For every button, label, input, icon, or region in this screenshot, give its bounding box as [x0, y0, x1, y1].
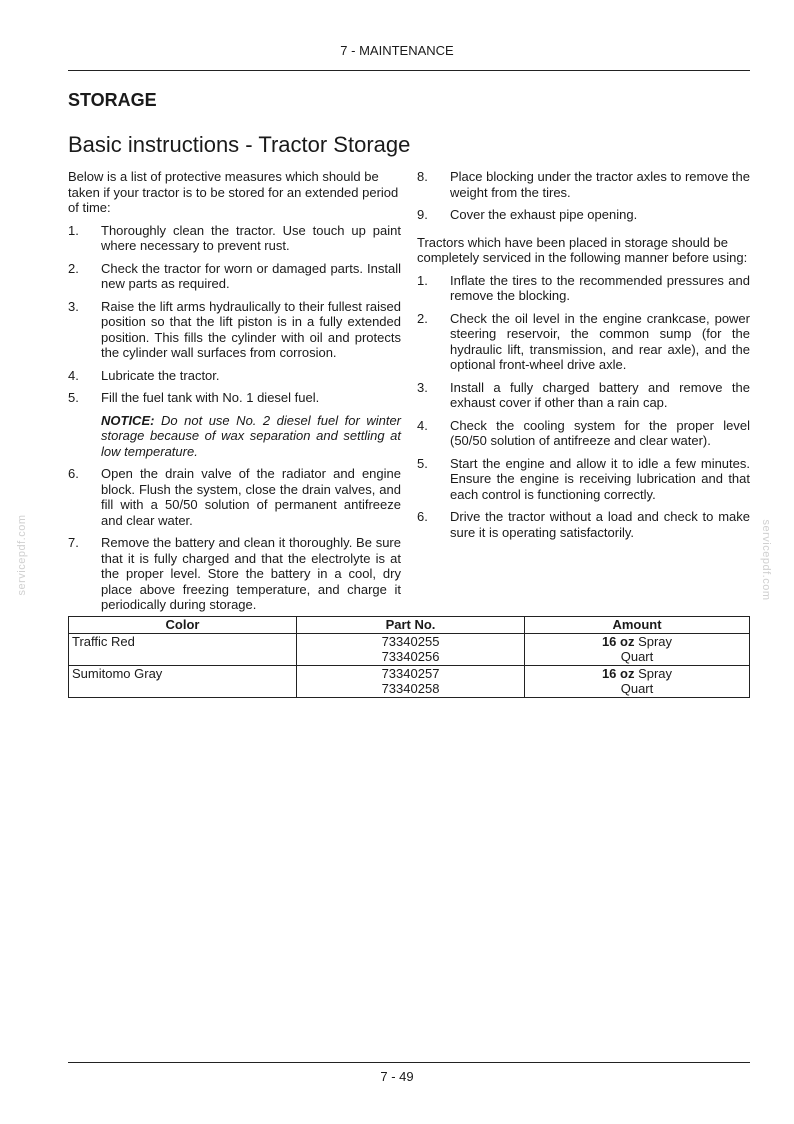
step-number: 2.	[417, 310, 428, 326]
list-item	[417, 380, 750, 411]
section-title: STORAGE	[68, 90, 157, 110]
color-cell: Traffic Red	[69, 633, 297, 665]
header-rule	[68, 70, 750, 71]
storage-steps-list	[68, 223, 401, 406]
service-steps-list	[417, 273, 750, 541]
step-number: 9.	[417, 207, 428, 222]
storage-steps-list-final	[417, 169, 750, 223]
list-item	[68, 535, 401, 613]
step-number: 3.	[417, 379, 428, 395]
list-item	[68, 368, 401, 384]
step-text: Fill the fuel tank with No. 1 diesel fuel.	[101, 390, 320, 405]
step-number: 2.	[68, 260, 79, 276]
step-text: Raise the lift arms hydraulically to their fullest raised position so that the lift piston is in a fully extended position. This fills the cylinder with oil and protects the cylinder wall surfaces from corrosion.	[101, 298, 401, 360]
step-text: Check the cooling system for the proper level (50/50 solution of antifreeze and clear water).	[450, 417, 750, 448]
step-text: Check the oil level in the engine crankcase, power steering reservoir, the common sump (for the hydraulic lift, transmission, and rear axle), and the optional front-wheel drive axle.	[450, 310, 750, 372]
notice-label: NOTICE:	[101, 412, 155, 428]
table-header-row	[69, 617, 750, 634]
list-item	[68, 299, 401, 361]
column-header-part-no: Part No.	[297, 617, 525, 634]
service-intro-paragraph: Tractors which have been placed in storage should be completely serviced in the following manner before using:	[417, 234, 748, 265]
list-item	[68, 261, 401, 292]
step-number: 6.	[417, 509, 428, 524]
color-cell: Sumitomo Gray	[69, 665, 297, 697]
part-number: 73340257	[381, 665, 440, 681]
amount-type: Spray	[634, 665, 673, 681]
amount-line: Quart	[620, 649, 654, 664]
step-text: Inflate the tires to the recommended pressures and remove the blocking.	[450, 272, 750, 303]
table-row	[69, 633, 750, 665]
list-item	[417, 207, 750, 223]
step-number: 8.	[417, 169, 428, 184]
list-item	[68, 223, 401, 254]
column-header-amount: Amount	[525, 617, 750, 634]
notice-paragraph	[68, 413, 401, 460]
list-item	[417, 509, 750, 540]
list-item	[68, 466, 401, 528]
footer-rule	[68, 1062, 750, 1063]
step-text: Remove the battery and clean it thoroughly. Be sure that it is fully charged and that the electrolyte is at the proper level. Store the battery in a cool, dry place above freezing temperature, and charge it periodically during storage.	[101, 535, 401, 612]
amount-line	[528, 634, 746, 650]
page-number: 7 - 49	[380, 1069, 414, 1084]
amount-size: 16 oz	[601, 665, 635, 681]
list-item	[417, 169, 750, 200]
step-number: 1.	[68, 222, 79, 238]
step-text: Drive the tractor without a load and check to make sure it is operating satisfactorily.	[450, 509, 750, 540]
intro-paragraph: Below is a list of protective measures which should be taken if your tractor is to be stored for an extended period of time:	[68, 169, 399, 215]
step-number: 5.	[417, 455, 428, 471]
storage-steps-list-continued	[68, 466, 401, 613]
column-header-color: Color	[69, 617, 297, 634]
part-number: 73340256	[381, 649, 440, 664]
left-column	[68, 169, 401, 620]
watermark-right: servicepdf.com	[760, 519, 772, 601]
step-number: 7.	[68, 535, 79, 550]
step-number: 4.	[68, 367, 79, 383]
table-row	[69, 665, 750, 697]
list-item	[417, 273, 750, 304]
notice-text: Do not use No. 2 diesel fuel for winter storage because of wax separation and settling at low temperature.	[101, 412, 401, 459]
part-number-cell	[297, 665, 525, 697]
paint-parts-table	[68, 616, 750, 698]
step-number: 3.	[68, 298, 79, 314]
step-text: Cover the exhaust pipe opening.	[450, 207, 638, 222]
step-text: Check the tractor for worn or damaged parts. Install new parts as required.	[101, 260, 401, 291]
part-number: 73340255	[381, 633, 440, 649]
part-number: 73340258	[381, 681, 440, 696]
list-item	[417, 456, 750, 503]
amount-line	[528, 666, 746, 682]
watermark-left: servicepdf.com	[16, 514, 28, 596]
right-column	[417, 169, 750, 547]
amount-line: Quart	[620, 681, 654, 696]
step-number: 4.	[417, 417, 428, 433]
step-text: Lubricate the tractor.	[101, 367, 220, 383]
step-number: 1.	[417, 272, 428, 288]
step-text: Place blocking under the tractor axles to remove the weight from the tires.	[450, 169, 750, 200]
amount-cell	[525, 633, 750, 665]
step-text: Start the engine and allow it to idle a few minutes. Ensure the engine is receiving lubrication and that each control is functioning correctly.	[450, 455, 750, 502]
list-item	[68, 390, 401, 406]
part-number-cell	[297, 633, 525, 665]
amount-size: 16 oz	[601, 633, 635, 649]
step-text: Open the drain valve of the radiator and engine block. Flush the system, close the drain valves, and fill with a 50/50 solution of permanent antifreeze and clear water.	[101, 466, 401, 528]
step-number: 6.	[68, 466, 79, 481]
amount-cell	[525, 665, 750, 697]
amount-type: Spray	[634, 633, 673, 649]
step-text: Install a fully charged battery and remove the exhaust cover if other than a rain cap.	[450, 379, 750, 410]
page-heading: Basic instructions - Tractor Storage	[68, 132, 411, 157]
chapter-header: 7 - MAINTENANCE	[340, 43, 454, 58]
step-number: 5.	[68, 390, 79, 405]
list-item	[417, 418, 750, 449]
list-item	[417, 311, 750, 373]
step-text: Thoroughly clean the tractor. Use touch up paint where necessary to prevent rust.	[101, 222, 401, 253]
